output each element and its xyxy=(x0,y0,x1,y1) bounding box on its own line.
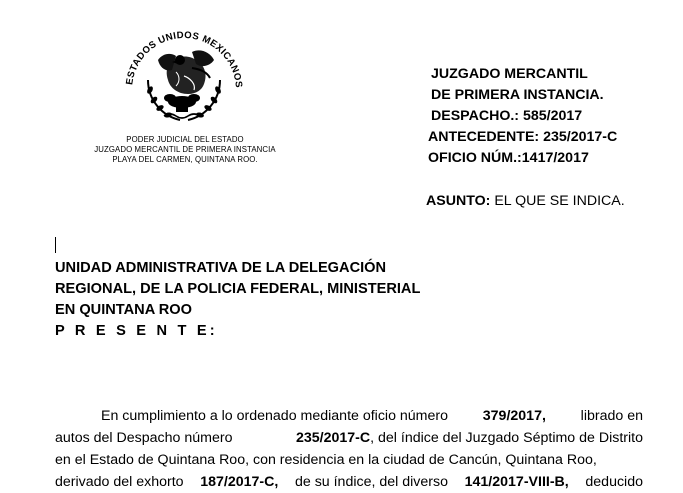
body-paragraph xyxy=(55,405,643,493)
body-l4-text: derivado del exhorto xyxy=(55,474,184,490)
court-name-line2: DE PRIMERA INSTANCIA. xyxy=(431,87,604,103)
body-line-3 xyxy=(55,449,643,471)
body-l4-tail: deducido xyxy=(585,474,643,490)
cactus-icon xyxy=(164,94,200,112)
addressee-line2: REGIONAL, DE LA POLICIA FEDERAL, MINISTERIAL xyxy=(55,281,421,297)
body-line-2 xyxy=(55,427,643,449)
body-l4-exhorto-ref: 187/2017-C, xyxy=(200,474,279,490)
body-l3-text: en el Estado de Quintana Roo, con residencia en la ciudad de Cancún, Quintana Roo, xyxy=(55,452,597,468)
body-l2-text: autos del Despacho número xyxy=(55,430,233,446)
seal-ring-text: ESTADOS UNIDOS MEXICANOS xyxy=(124,29,245,89)
body-l4-diverso-ref: 141/2017-VIII-B, xyxy=(464,474,569,490)
body-l4-mid: de su índice, del diverso xyxy=(294,474,448,490)
issuer-line-location: PLAYA DEL CARMEN, QUINTANA ROO. xyxy=(112,155,258,164)
eagle-icon xyxy=(158,50,214,94)
antecedente-number: ANTECEDENTE: 235/2017-C xyxy=(428,129,618,145)
text-cursor xyxy=(55,237,56,253)
body-line-4 xyxy=(55,471,643,493)
addressee-line1: UNIDAD ADMINISTRATIVA DE LA DELEGACIÓN xyxy=(55,260,387,276)
issuer-block xyxy=(60,135,310,165)
body-l2-tail: , del índice del Juzgado Séptimo de Distrito xyxy=(370,430,643,446)
issuer-line-court: JUZGADO MERCANTIL DE PRIMERA INSTANCIA xyxy=(94,145,276,154)
despacho-number: DESPACHO.: 585/2017 xyxy=(431,108,583,124)
court-name-line1: JUZGADO MERCANTIL xyxy=(431,66,588,82)
body-l2-despacho-ref: 235/2017-C xyxy=(295,430,371,446)
body-l1-oficio-ref: 379/2017, xyxy=(482,408,546,424)
oficio-number: OFICIO NÚM.:1417/2017 xyxy=(428,150,589,166)
body-l1-text: En cumplimiento a lo ordenado mediante oficio número xyxy=(101,408,449,424)
addressee-block xyxy=(55,258,420,342)
subject-value: EL QUE SE INDICA. xyxy=(490,193,625,209)
subject-line xyxy=(426,193,625,209)
mexican-coat-of-arms-seal xyxy=(118,20,250,132)
body-l1-tail: librado en xyxy=(580,408,643,424)
addressee-greeting: P R E S E N T E: xyxy=(55,323,218,339)
body-line-1 xyxy=(55,405,643,427)
issuer-line-judicial-power: PODER JUDICIAL DEL ESTADO xyxy=(126,135,244,144)
addressee-line3: EN QUINTANA ROO xyxy=(55,302,193,318)
reference-block xyxy=(428,64,617,169)
subject-label: ASUNTO: xyxy=(426,193,491,209)
